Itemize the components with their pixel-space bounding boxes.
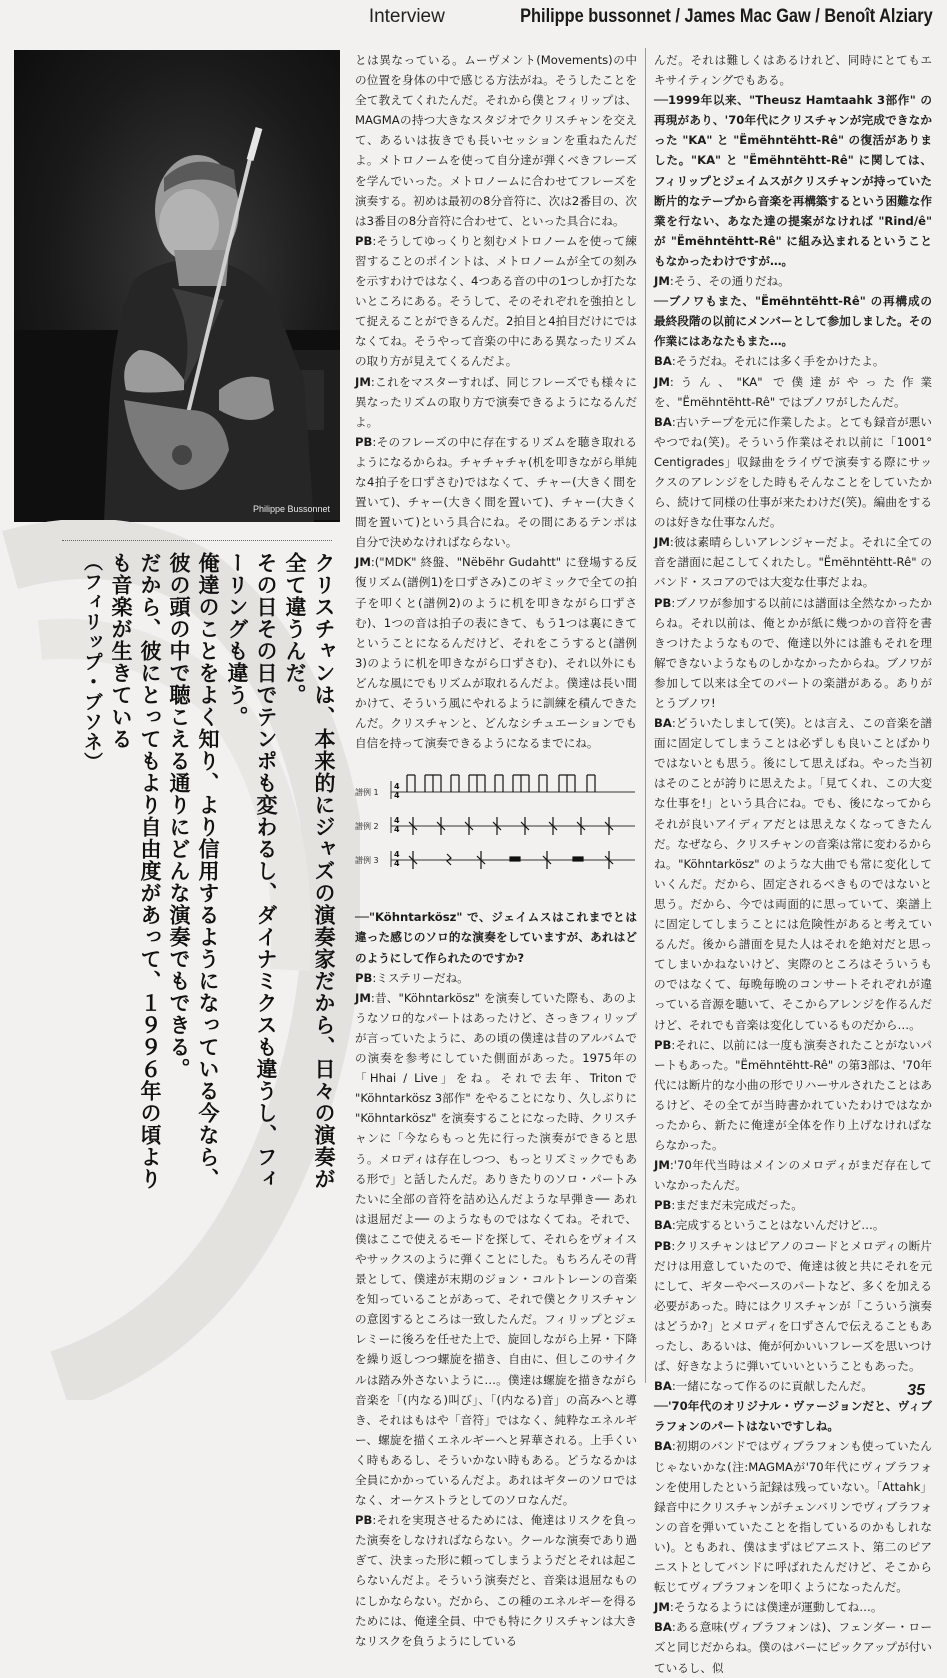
article-column-1 [355, 50, 637, 1651]
paragraph-text: :うん、"KA" で僕達がやった作業を、"Ëmëhntëhtt-Rê" ではブノワがしたんだ。 [654, 374, 932, 409]
paragraph [355, 968, 637, 988]
speaker-label: JM [654, 1600, 670, 1615]
pull-quote-line: 俺達のことをよく知り、より信用するようになっている今なら、 [196, 552, 220, 1190]
paragraph-text: :昔、"Köhntarkösz" を演奏していた際も、あのようなソロ的なパートはあったけど、さっきフィリップが言っていたように、あの頃の僕達は昔のアルバムでの演奏を参考にしていた側面があった。1975年の「Hhai / Live」をね。それで去年、Tritonで "Köhntarkösz 3部作" をやることになり、久しぶりに "Köhntarkösz" を演奏することになった時、クリスチャンに「今ならもっと先に行った演奏ができると思う。メロディは存在しつつ、もっとリズミックでもある形で」と話したんだ。ありきたりのソロ・パートみたいに全部の音符を詰め込んだような早弾き── あれは退屈だよ── のようなものではなくてね。それで、僕はここで使えるモードを探して、それらをヴォイスやサックスのように弾くことにした。もちろんその背景として、僕達が末期のジョン・コルトレーンの音楽を知っていることがあって、それで僕とクリスチャンの意図するところは一致したんだ。フィリップとジェレミーに後ろを任せた上で、旋回しながら上昇・下降を繰り返しつつ螺旋を描き、自由に、但しこのサイクルは踏み外さないように…。僕達は螺旋を描きながら音楽を「(内なる)叫び」、「(内なる)音」の高みへと導き、それはもはや「音符」ではなく、純粋なエネルギー、螺旋を描くエネルギーへと昇華される。上手くいく時もあるし、そういかない時もある。どうなるかは全員にかかっているんだよ。あれはギターのソロではなく、オーケストラとしてのソロなんだ。 [355, 990, 637, 1508]
paragraph [654, 532, 932, 592]
speaker-label: BA [654, 1439, 672, 1454]
paragraph-text: :完成するということはないんだけど…。 [671, 1218, 885, 1233]
speaker-label: JM [355, 555, 371, 570]
speaker-label: JM [654, 1158, 670, 1173]
guitarist-silhouette [14, 50, 340, 522]
paragraph [355, 1510, 637, 1651]
svg-text:4: 4 [394, 782, 400, 792]
paragraph [355, 552, 637, 753]
speaker-label: PB [355, 1513, 373, 1528]
paragraph-text: :ブノワが参加する以前には譜面は全然なかったからね。それ以前は、俺とかが紙に幾つかの音符を書きつけたようなもので、俺達以外には誰もそれを理解できないようなものしかなかったからね。ブノワが参加して以来は全てのパートの楽譜がある。ありがとうブノワ! [654, 595, 932, 710]
interviewer-question: ──1999年以来、"Theusz Hamtaahk 3部作" の再現があり、'70年代にクリスチャンが完成できなかった "KA" と "Ëmëhntëhtt-Rê" の復活がありました。"KA" と "Ëmëhntëhtt-Rê" に関しては、フィリップとジェイムスがクリスチャンが持っていた断片的なテープから音楽を再構築するという困難な作業を行ない、あなた達の提案がなければ "Rind/ê" が "Ëmëhntëhtt-Rê" に組み込まれるということもなかったわけですが…。 [654, 93, 932, 268]
paragraph-text: :そのフレーズの中に存在するリズムを聴き取れるようになるからね。チャチャチャ(机を叩きながら単純な4拍子を口ずさむ)ではなくて、チャー(大きく間を置いて)、チャー(大きく間を置いて)、チャー(大きく間を置いて)という具合にね。その間にあるテンポは自分で決めなければならない。 [355, 434, 637, 550]
quote-divider [62, 540, 332, 541]
speaker-label: BA [654, 716, 672, 731]
paragraph-text: :ミステリーだね。 [372, 970, 469, 985]
paragraph [654, 1155, 932, 1195]
paragraph-text: :どういたしまして(笑)。とは言え、この音楽を譜面に固定してしまうことは必ずしも良いことばかりではないとも思う。後にして思えばね。やった当初はそのことが誇りに思えたよ。「見てくれ、この大変な仕事を!」という具合にね。でも、後になってからそれが良いアイディアだとは思えなくなってきたんだ。なぜなら、クリスチャンの音楽は常に変わるからね。"Köhntarkösz" のような大曲でも常に変化していくんだ。だから、固定されるべきものではないと思う。だから、今では両面的に思っていて、楽譜上に固定してしまうことには危険性があると考えているんだ。後から譜面を見た人はそれを絶対だと思ってしまいかねないけど、実際のところはそういうものではなくて、毎晩毎晩のコンサートそれぞれが違っている音源を聴いて、そこからアレンジを作るんだけど、それでも音楽は変化しているものだから…。 [654, 716, 932, 1032]
speaker-label: PB [654, 1037, 672, 1052]
speaker-label: JM [355, 374, 371, 389]
paragraph: んだ。それは難しくはあるけれど、同時にとてもエキサイティングでもある。 [654, 53, 932, 88]
paragraph-text: :'70年代当時はメインのメロディがまだ存在していなかったんだ。 [654, 1158, 932, 1193]
paragraph-text: :そう、その通りだね。 [669, 274, 790, 289]
paragraph [654, 1195, 932, 1215]
speaker-label: JM [355, 990, 371, 1005]
paragraph-text: :そうなるようには僕達が運動してね…。 [669, 1600, 883, 1615]
speaker-label: PB [654, 1198, 672, 1213]
paragraph [654, 372, 932, 412]
paragraph [654, 1035, 932, 1156]
notation-label-1: 譜例 1 [355, 788, 379, 798]
page-header [300, 6, 933, 28]
notation-label-2: 譜例 2 [355, 822, 379, 832]
speaker-label: BA [654, 1218, 672, 1233]
svg-text:4: 4 [394, 859, 400, 869]
page-number: 35 [907, 1382, 925, 1399]
speaker-label: PB [355, 970, 373, 985]
notation-label-3: 譜例 3 [355, 856, 379, 866]
speaker-label: PB [355, 233, 373, 248]
paragraph [654, 1597, 932, 1617]
paragraph [654, 1376, 932, 1396]
paragraph [355, 372, 637, 432]
speaker-label: JM [654, 374, 670, 389]
paragraph [355, 231, 637, 372]
speaker-label: BA [654, 1620, 672, 1635]
paragraph [654, 1436, 932, 1597]
paragraph [654, 351, 932, 371]
paragraph: とは異なっている。ムーヴメント(Movements)の中の位置を身体の中で感じる方法がね。そうしたことを全て教えてくれたんだ。それから僕とフィリップは、MAGMAの持つ大きなスタジオでクリスチャンを交えて、あるいは抜きでも長いセッションを重ねたんだよ。メトロノームを使って自分達が弾くべきフレーズを学んでいった。メトロノームに合わせてフレーズを演奏する。初めは最初の8分音符に、次は2番目の、次は3番目の8分音符に合わせて、といった具合にね。 [355, 53, 637, 228]
pull-quote-line: 彼の頭の中で聴こえる通りにどんな演奏でもできる。 [167, 552, 191, 1080]
speaker-label: JM [654, 535, 670, 550]
svg-text:4: 4 [394, 816, 400, 826]
paragraph-text: :まだまだ未完成だった。 [671, 1198, 803, 1213]
interview-label: Interview [368, 6, 445, 27]
pull-quote-line: クリスチャンは、本来的にジャズの演奏家だから、日々の演奏が全て違うんだ。 [283, 552, 336, 1190]
paragraph-text: :彼は素晴らしいアレンジャーだよ。それに全ての音を譜面に起こしてくれたし。"Ëmëhntëhtt-Rê" のバンド・スコアのでは大変な仕事だよね。 [654, 535, 932, 590]
speaker-label: PB [654, 595, 672, 610]
paragraph-text: :そうだね。それには多く手をかけたよ。 [671, 354, 885, 369]
photo-credit: Philippe Bussonnet [252, 504, 330, 514]
paragraph-text: :そうしてゆっくりと刻むメトロノームを使って練習することのポイントは、メトロノームが全ての刻みを示すわけではなく、4つある音の中の1つしか打たないところにある。そうして、そのそれぞれを強拍として捉えることができるんだ。2拍目と4拍目だけにではなくてね。そうやって音楽の中にある異なったリズムの取り方が見えてくるんだよ。 [355, 233, 637, 369]
paragraph [654, 1236, 932, 1377]
rhythm-notation-examples [355, 769, 637, 887]
speaker-label: BA [654, 354, 672, 369]
paragraph-text: :一緒になって作るのに貢献したんだ。 [671, 1379, 873, 1394]
paragraph [654, 1617, 932, 1677]
paragraph-text: :古いテープを元に作業したよ。とても録音が悪いやつでね(笑)。そういう作業はそれ以前に「1001° Centigrades」収録曲をライヴで演奏する際にサックスのアレンジをした時もそんなことをしていたから、続けて同様の仕事が来たわけだ(笑)。編曲をするのは好きな仕事なんだ。 [654, 414, 932, 530]
speaker-label: BA [654, 1379, 672, 1394]
svg-text:4: 4 [394, 791, 400, 801]
speaker-label: BA [654, 414, 672, 429]
pull-quote-attribution: （フィリップ・ブソネ） [81, 552, 103, 772]
interviewer-question: ──ブノワもまた、"Ëmëhntëhtt-Rê" の再構成の最終段階の以前にメンバーとして参加しました。その作業にはあなたもまた…。 [654, 294, 932, 349]
paragraph [654, 593, 932, 714]
paragraph-text: :クリスチャンはピアノのコードとメロディの断片だけは用意していたので、俺達は彼と共にそれを元にして、ギターやベースのパートなど、多くを加える必要があった。時にはクリスチャンが「こういう演奏はどうか?」とメロディを口ずさんで伝えることもあったし、あるいは、俺が何かいいフレーズを思いつけば、好きなように弾いていいということもあった。 [654, 1238, 932, 1374]
interviewee-names: Philippe bussonnet / James Mac Gaw / Benoît Alziary [520, 6, 933, 27]
paragraph [654, 1215, 932, 1235]
interviewer-question: ──"Köhntarkösz" で、ジェイムスはこれまでとは違った感じのソロ的な演奏をしていますが、あれはどのようにして作られたのですか? [355, 910, 637, 965]
guitarist-photo [14, 50, 340, 522]
paragraph [654, 713, 932, 1035]
paragraph [654, 271, 932, 291]
pull-quote-line: その日その日でテンポも変わるし、ダイナミクスも違うし、フィーリングも違う。 [225, 552, 278, 1190]
speaker-label: JM [654, 274, 670, 289]
paragraph [355, 988, 637, 1510]
column-divider [645, 48, 646, 1383]
pull-quote [81, 552, 338, 1192]
speaker-label: PB [654, 1238, 672, 1253]
paragraph [654, 412, 932, 533]
paragraph-text: :それを実現させるためには、俺達はリスクを負った演奏をしなければならない。クールな演奏であり過ぎて、決まった形に頼ってしまうようだとそれは起こらないんだよ。そういう演奏だと、音楽は退屈なものにしかならない。だから、この種のエネルギーを得るためには、俺達全員、中でも特にクリスチャンは大きなリスクを負うようにしている [355, 1513, 637, 1648]
interviewer-question: ──'70年代のオリジナル・ヴァージョンだと、ヴィブラフォンのパートはないですしね。 [654, 1399, 932, 1434]
paragraph [355, 432, 637, 553]
paragraph-text: :ある意味(ヴィブラフォンは)、フェンダー・ローズと同じだからね。僕のはバーにピックアップが付いているし、似 [654, 1620, 932, 1675]
svg-text:4: 4 [394, 850, 400, 860]
pull-quote-line: だから、彼にとってもより自由度があって、１９９６年の頃よりも音楽が生きている [109, 552, 162, 1190]
paragraph-text: :これをマスターすれば、同じフレーズでも様々に異なったリズムの取り方で演奏できるようになるんだよ。 [355, 374, 637, 429]
paragraph-text: :("MDK" 終盤、"Nëbëhr Gudahtt" に登場する反復リズム(譜例1)を口ずさみ)このギミックで全ての拍子を叩くと(譜例2)のように机を叩きながら口ずさむ)、1つの音は拍子の表にきて、もう1つは裏にきてということになるんだけど、それをこうすると(譜例3)のように机を叩きながら口ずさむ)、それ以外にもどんな風にでもリズムが取れるんだよ。僕達は長い間かけて、そういう風にやれるように訓練を積んできたんだ。クリスチャンと、どんなシチュエーションでも自信を持って演奏できるようになるまでにね。 [355, 555, 637, 751]
svg-text:4: 4 [394, 825, 400, 835]
paragraph-text: :初期のバンドではヴィブラフォンも使っていたんじゃないかな(注:MAGMAが'70年代にヴィブラフォンを使用したという記録は残っていない。「Attahk」録音中にクリスチャンがチェンバリンでヴィブラフォンの音を弾いていたことを指しているのかもしれない)。ともあれ、僕はまずはピアニスト、第二のピアニストとしてバンドに呼ばれたんだけど、そこから転じてヴィブラフォンを叩くようになったんだ。 [654, 1439, 932, 1595]
speaker-label: PB [355, 434, 373, 449]
paragraph-text: :それに、以前には一度も演奏されたことがないパートもあった。"Ëmëhntëhtt-Rê" の第3部は、'70年代には断片的な小曲の形でリハーサルされたことはあるけど、その全てが当時書かれていたわけではなかったから、新たに俺達が全体を作り上げなければならなかった。 [654, 1037, 932, 1153]
article-column-2 [654, 50, 932, 1678]
